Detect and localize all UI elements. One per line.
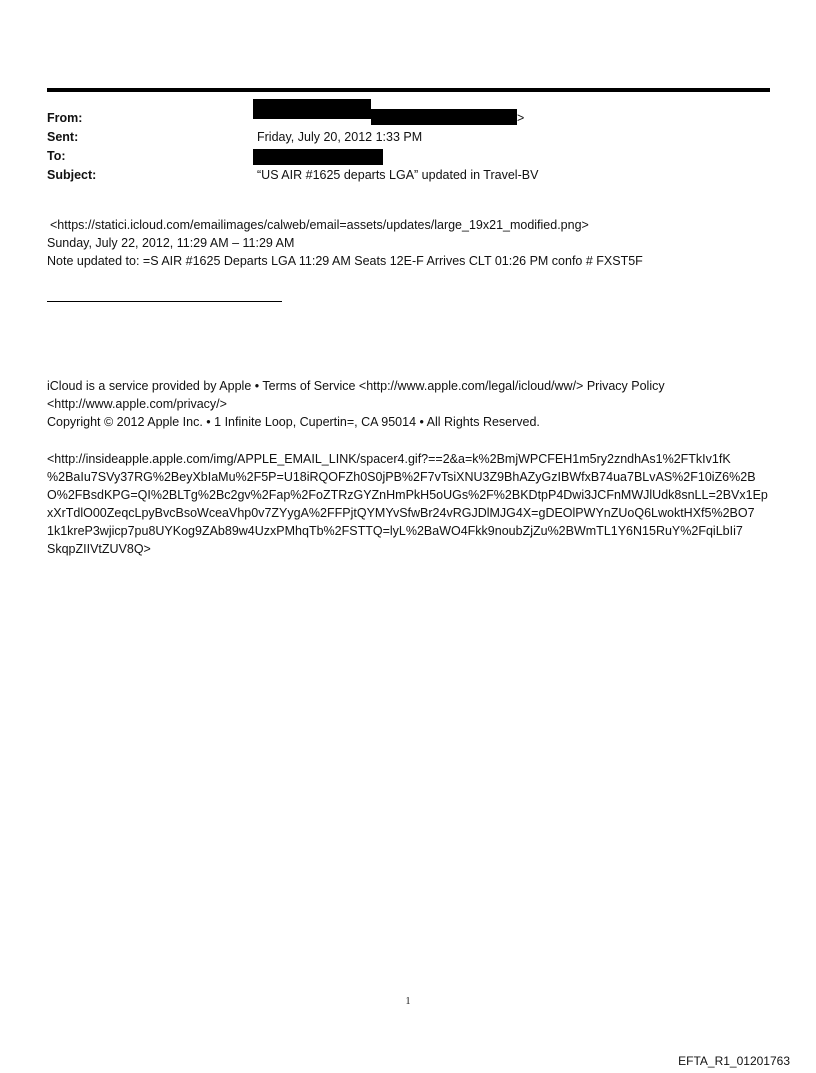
sent-row: [47, 128, 770, 147]
redaction-box: [253, 99, 371, 119]
document-id: EFTA_R1_01201763: [678, 1054, 790, 1068]
subject-label: Subject:: [47, 168, 97, 182]
sent-label: Sent:: [47, 130, 79, 144]
event-image-link: <https://statici.icloud.com/emailimages/calweb/email=assets/updates/large_19x21_modified.png>: [50, 218, 589, 232]
event-note-line: Note updated to: =S AIR #1625 Departs LGA 11:29 AM Seats 12E-F Arrives CLT 01:26 PM confo # FXST5F: [47, 254, 643, 268]
subject-row: [47, 166, 770, 185]
footer-copyright: Copyright © 2012 Apple Inc. • 1 Infinite Loop, Cupertin=, CA 95014 • All Rights Reserved.: [47, 415, 540, 429]
tracking-link-line: %2BaIu7SVy37RG%2BeyXbIaMu%2F5P=U18iRQOFZh0S0jPB%2F7vTsiXNU3Z9BhAZyGzIBWfxB74ua7BLvAS%2F10iZ6%2B: [47, 470, 756, 484]
from-row: [47, 109, 770, 128]
event-date-line: Sunday, July 22, 2012, 11:29 AM – 11:29 AM: [47, 236, 295, 250]
tracking-link-line: O%2FBsdKPG=QI%2BLTg%2Bc2gv%2Fap%2FoZTRzGYZnHmPkH5oUGs%2F%2BKDtpP4Dwi3JCFnMWJlUdk8snLL=2BVx1Ep: [47, 488, 768, 502]
footer-privacy-link: <http://www.apple.com/privacy/>: [47, 397, 227, 411]
signature-divider: [47, 301, 282, 302]
redaction-box: [253, 149, 383, 165]
event-details: [47, 216, 643, 270]
sent-value: Friday, July 20, 2012 1:33 PM: [257, 130, 423, 144]
footer-terms-line: iCloud is a service provided by Apple • Terms of Service <http://www.apple.com/legal/icloud/ww/> Privacy Policy: [47, 379, 665, 393]
from-suffix: >: [517, 111, 525, 125]
to-label: To:: [47, 149, 66, 163]
tracking-link-line: SkqpZIIVtZUV8Q>: [47, 542, 151, 556]
tracking-link: [47, 450, 771, 558]
icloud-footer: [47, 377, 665, 431]
page-number: 1: [405, 996, 411, 1007]
tracking-link-line: xXrTdlO00ZeqcLpyBvcBsoWceaVhp0v7ZYygA%2FFPjtQYMYvSfwBr24vRGJDlMJG4X=gDEOlPWYnZUoQ6LwoktHXf5%2BO7: [47, 506, 755, 520]
email-header: [47, 109, 770, 185]
to-row: [47, 147, 770, 166]
redaction-box: [371, 109, 517, 125]
header-top-rule: [47, 88, 770, 92]
tracking-link-line: <http://insideapple.apple.com/img/APPLE_EMAIL_LINK/spacer4.gif?==2&a=k%2BmjWPCFEH1m5ry2zndhAs1%2FTkIv1fK: [47, 452, 731, 466]
tracking-link-line: 1k1kreP3wjicp7pu8UYKog9ZAb89w4UzxPMhqTb%2FSTTQ=lyL%2BaWO4Fkk9noubZjZu%2BWmTL1Y6N15RuY%2FqiLbIi7: [47, 524, 743, 538]
subject-value: “US AIR #1625 departs LGA” updated in Travel-BV: [257, 168, 539, 182]
from-label: From:: [47, 111, 83, 125]
